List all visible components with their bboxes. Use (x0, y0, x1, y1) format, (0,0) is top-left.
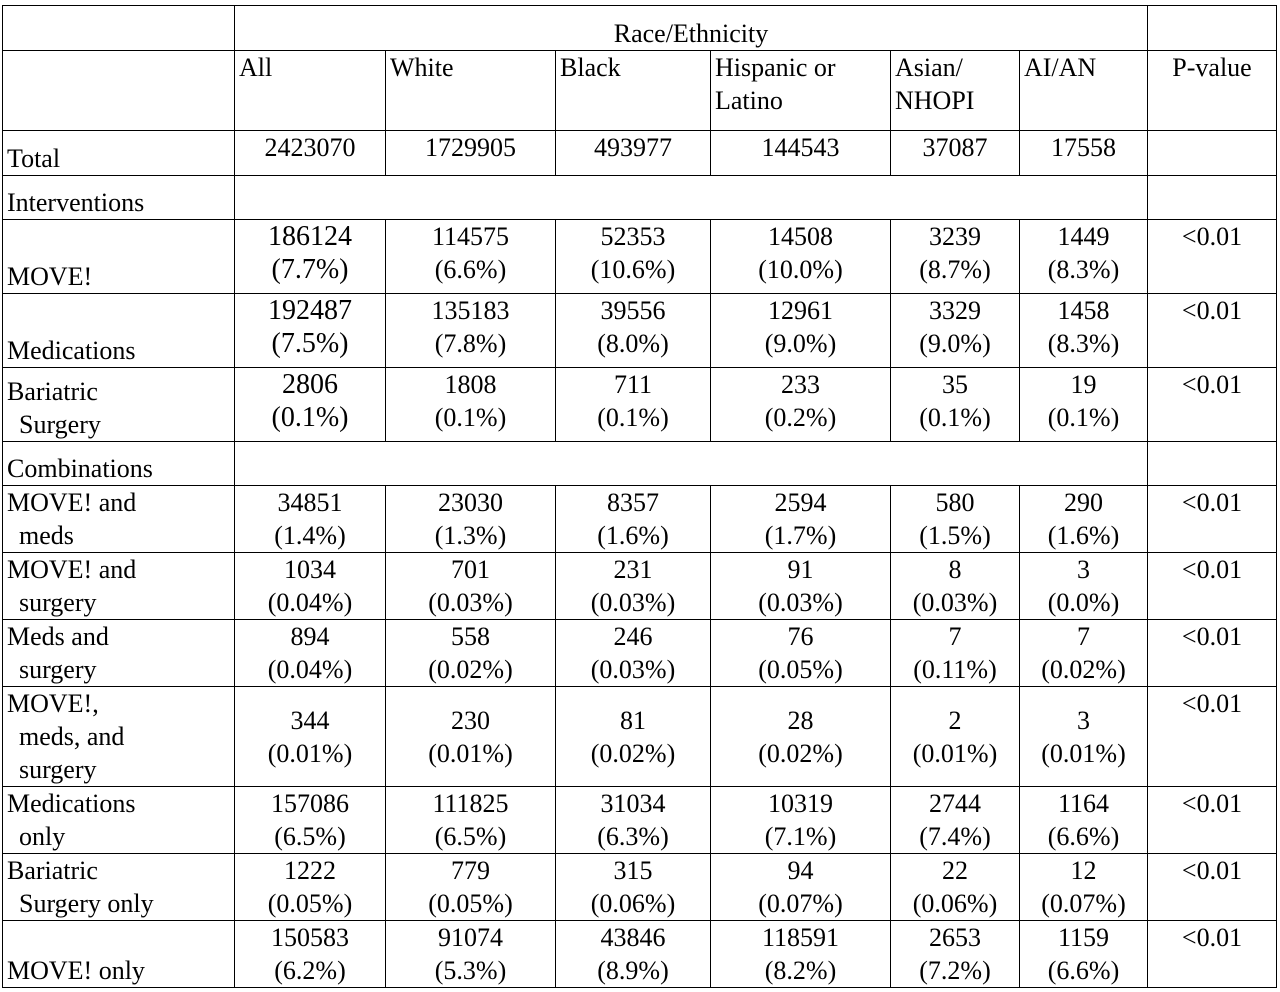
pvalue-spacer-cell (1148, 6, 1277, 51)
cell-percent: (0.05%) (267, 889, 353, 918)
cell-percent: (0.03%) (758, 588, 843, 617)
cell-percent: (6.5%) (274, 822, 346, 851)
race-ethnicity-header: Race/Ethnicity (235, 6, 1148, 51)
cell-count: 91 (787, 555, 814, 584)
cell-white (386, 368, 556, 442)
cell-count: 111825 (432, 789, 509, 818)
cell-count: 2594 (774, 488, 827, 517)
row-label (3, 553, 235, 620)
cell-percent: (1.7%) (764, 521, 837, 550)
total-all: 2423070 (235, 131, 386, 176)
cell-percent: (10.6%) (590, 255, 676, 284)
cell-pvalue: <0.01 (1148, 687, 1277, 787)
cell-percent: (0.1%) (919, 403, 991, 432)
cell-asian (891, 553, 1020, 620)
row-label-line: Bariatric (7, 377, 98, 406)
cell-count: 135183 (431, 296, 510, 325)
combinations-section-pvalue (1148, 442, 1277, 486)
row-label-line: MOVE! only (7, 956, 145, 985)
table-row (3, 368, 1277, 442)
cell-percent: (0.03%) (590, 655, 676, 684)
cell-count: 3329 (929, 296, 981, 325)
cell-black (556, 921, 711, 988)
header-group-row (3, 6, 1277, 51)
cell-all (235, 368, 386, 442)
cell-count: 114575 (431, 222, 510, 251)
column-header-aian: AI/AN (1020, 51, 1148, 131)
cell-percent: (0.01%) (1041, 738, 1126, 768)
column-header-hispanic: Hispanic or Latino (711, 51, 891, 131)
cell-black (556, 486, 711, 553)
row-label (3, 220, 235, 294)
total-aian: 17558 (1020, 131, 1148, 176)
cell-aian (1020, 620, 1148, 687)
table-row (3, 486, 1277, 553)
cell-all (235, 687, 386, 787)
race-ethnicity-table (2, 5, 1277, 988)
cell-percent: (0.11%) (913, 655, 997, 684)
cell-count: 39556 (600, 296, 666, 325)
cell-asian (891, 787, 1020, 854)
cell-hispanic (711, 220, 891, 294)
header-columns-row (3, 51, 1277, 131)
combinations-body (3, 486, 1277, 988)
cell-pvalue: <0.01 (1148, 368, 1277, 442)
cell-all (235, 486, 386, 553)
cell-percent: (0.01%) (267, 738, 353, 768)
cell-hispanic (711, 553, 891, 620)
cell-count: 28 (787, 705, 814, 735)
cell-percent: (6.5%) (434, 822, 507, 851)
total-hispanic: 144543 (711, 131, 891, 176)
cell-percent: (0.2%) (764, 403, 837, 432)
cell-hispanic (711, 687, 891, 787)
cell-count: 43846 (600, 923, 666, 952)
total-row (3, 131, 1277, 176)
cell-aian (1020, 921, 1148, 988)
cell-percent: (7.8%) (434, 329, 507, 358)
cell-percent: (0.05%) (428, 889, 513, 918)
cell-count: 1159 (1057, 923, 1110, 952)
cell-percent: (0.02%) (758, 738, 843, 768)
cell-pvalue: <0.01 (1148, 921, 1277, 988)
total-black: 493977 (556, 131, 711, 176)
cell-percent: (6.6%) (434, 255, 507, 284)
cell-asian (891, 294, 1020, 368)
cell-count: 91074 (438, 923, 503, 952)
cell-count: 315 (613, 856, 653, 885)
cell-percent: (8.0%) (597, 329, 669, 358)
cell-count: 34851 (277, 488, 343, 517)
cell-black (556, 368, 711, 442)
cell-percent: (1.5%) (919, 521, 991, 550)
cell-count: 233 (781, 370, 820, 399)
row-label-line: MOVE!, (7, 689, 99, 718)
cell-count: 344 (290, 705, 330, 735)
cell-all (235, 854, 386, 921)
cell-asian (891, 620, 1020, 687)
cell-asian (891, 486, 1020, 553)
cell-all (235, 620, 386, 687)
cell-percent: (0.1%) (597, 403, 669, 432)
combinations-section-row (3, 442, 1277, 486)
cell-count: 35 (942, 370, 968, 399)
cell-count: 23030 (438, 488, 503, 517)
cell-percent: (0.04%) (267, 588, 353, 617)
corner-cell (3, 6, 235, 51)
cell-white (386, 921, 556, 988)
total-pvalue (1148, 131, 1277, 176)
cell-asian (891, 921, 1020, 988)
cell-percent: (0.02%) (428, 655, 513, 684)
cell-percent: (0.03%) (590, 588, 676, 617)
cell-count: 8 (948, 555, 962, 584)
combinations-section-spacer (235, 442, 1148, 486)
cell-count: 94 (787, 856, 814, 885)
cell-percent: (9.0%) (919, 329, 991, 358)
column-header-asian: Asian/ NHOPI (891, 51, 1020, 131)
cell-all (235, 553, 386, 620)
cell-asian (891, 854, 1020, 921)
cell-count: 894 (290, 622, 330, 651)
cell-count: 2 (948, 705, 962, 735)
total-label: Total (3, 131, 235, 176)
cell-percent: (0.03%) (912, 588, 998, 617)
cell-white (386, 553, 556, 620)
cell-count: 150583 (271, 923, 349, 952)
cell-percent: (8.9%) (597, 956, 669, 985)
table-row (3, 553, 1277, 620)
cell-hispanic (711, 921, 891, 988)
cell-percent: (9.0%) (764, 329, 837, 358)
cell-count: 14508 (768, 222, 833, 251)
row-label (3, 486, 235, 553)
cell-all (235, 787, 386, 854)
cell-count: 31034 (600, 789, 666, 818)
cell-percent: (0.1%) (271, 402, 349, 433)
cell-percent: (1.3%) (434, 521, 507, 550)
header-label-cell (3, 51, 235, 131)
cell-count: 779 (451, 856, 490, 885)
cell-count: 76 (787, 622, 814, 651)
cell-hispanic (711, 368, 891, 442)
cell-count: 3 (1077, 705, 1090, 735)
cell-pvalue: <0.01 (1148, 553, 1277, 620)
cell-count: 701 (451, 555, 490, 584)
cell-percent: (7.4%) (919, 822, 991, 851)
cell-percent: (8.7%) (919, 255, 991, 284)
cell-aian (1020, 220, 1148, 294)
cell-percent: (1.6%) (1047, 521, 1120, 550)
row-label-line: surgery (19, 655, 97, 684)
cell-percent: (7.7%) (271, 254, 349, 285)
row-label (3, 687, 235, 787)
table-row (3, 294, 1277, 368)
cell-count: 8357 (607, 488, 659, 517)
cell-percent: (0.01%) (428, 738, 513, 768)
total-white: 1729905 (386, 131, 556, 176)
cell-count: 81 (620, 705, 646, 735)
cell-count: 10319 (768, 789, 833, 818)
cell-percent: (7.1%) (764, 822, 837, 851)
cell-white (386, 486, 556, 553)
cell-count: 1034 (284, 555, 336, 584)
cell-count: 2653 (929, 923, 981, 952)
row-label (3, 294, 235, 368)
cell-percent: (0.02%) (1041, 655, 1126, 684)
cell-pvalue: <0.01 (1148, 787, 1277, 854)
cell-aian (1020, 486, 1148, 553)
cell-percent: (5.3%) (434, 956, 507, 985)
row-label (3, 620, 235, 687)
cell-count: 246 (613, 622, 653, 651)
cell-percent: (0.03%) (428, 588, 513, 617)
cell-black (556, 687, 711, 787)
cell-percent: (8.2%) (764, 956, 837, 985)
cell-count: 1458 (1057, 296, 1110, 325)
cell-aian (1020, 553, 1148, 620)
cell-black (556, 220, 711, 294)
cell-count: 12 (1070, 856, 1097, 885)
cell-count: 290 (1064, 488, 1103, 517)
row-label-line: Meds and (7, 622, 109, 651)
row-label (3, 787, 235, 854)
cell-count: 52353 (600, 222, 666, 251)
row-label (3, 368, 235, 442)
cell-percent: (0.05%) (758, 655, 843, 684)
table-row (3, 854, 1277, 921)
cell-percent: (0.07%) (1041, 889, 1126, 918)
cell-percent: (0.07%) (758, 889, 843, 918)
cell-percent: (7.5%) (271, 328, 349, 359)
cell-percent: (0.02%) (590, 738, 676, 768)
cell-hispanic (711, 620, 891, 687)
cell-count: 558 (451, 622, 490, 651)
cell-white (386, 620, 556, 687)
cell-percent: (0.06%) (590, 889, 676, 918)
cell-pvalue: <0.01 (1148, 620, 1277, 687)
cell-count: 231 (613, 555, 653, 584)
cell-count: 3239 (929, 222, 981, 251)
row-label-line: Surgery only (19, 889, 154, 918)
cell-count: 2806 (282, 369, 338, 400)
cell-count: 2744 (929, 789, 981, 818)
cell-aian (1020, 687, 1148, 787)
cell-count: 711 (613, 370, 653, 399)
table-row (3, 220, 1277, 294)
cell-hispanic (711, 294, 891, 368)
row-label-line: surgery (19, 588, 97, 617)
cell-black (556, 787, 711, 854)
cell-all (235, 220, 386, 294)
cell-count: 580 (935, 488, 975, 517)
total-asian: 37087 (891, 131, 1020, 176)
cell-count: 22 (942, 856, 968, 885)
row-label-line: Medications (7, 789, 136, 818)
cell-white (386, 294, 556, 368)
cell-white (386, 854, 556, 921)
cell-percent: (0.0%) (1047, 588, 1120, 617)
cell-all (235, 294, 386, 368)
cell-percent: (6.3%) (597, 822, 669, 851)
row-label (3, 921, 235, 988)
cell-asian (891, 220, 1020, 294)
cell-count: 192487 (268, 295, 352, 326)
cell-white (386, 220, 556, 294)
row-label-line: MOVE! (7, 262, 93, 291)
cell-count: 3 (1077, 555, 1090, 584)
cell-hispanic (711, 787, 891, 854)
cell-count: 1164 (1057, 789, 1110, 818)
interventions-section-pvalue (1148, 176, 1277, 220)
row-label-line: Bariatric (7, 856, 98, 885)
cell-percent: (1.4%) (274, 521, 346, 550)
row-label (3, 854, 235, 921)
row-label-line: meds (19, 521, 74, 550)
cell-hispanic (711, 854, 891, 921)
cell-percent: (7.2%) (919, 956, 991, 985)
cell-count: 118591 (761, 923, 840, 952)
cell-white (386, 687, 556, 787)
cell-percent: (10.0%) (758, 255, 843, 284)
row-label-line: meds, and (19, 722, 125, 751)
row-label-line: MOVE! and (7, 555, 137, 584)
cell-count: 12961 (768, 296, 833, 325)
column-header-all: All (235, 51, 386, 131)
cell-black (556, 854, 711, 921)
cell-percent: (0.06%) (912, 889, 998, 918)
cell-asian (891, 368, 1020, 442)
table-row (3, 921, 1277, 988)
interventions-section-spacer (235, 176, 1148, 220)
row-label-line: MOVE! and (7, 488, 137, 517)
combinations-section-label: Combinations (3, 442, 235, 486)
cell-count: 19 (1070, 370, 1097, 399)
cell-percent: (6.6%) (1047, 956, 1120, 985)
table-row (3, 787, 1277, 854)
cell-aian (1020, 787, 1148, 854)
cell-hispanic (711, 486, 891, 553)
cell-black (556, 620, 711, 687)
cell-count: 1449 (1057, 222, 1110, 251)
row-label-line: surgery (19, 755, 97, 784)
cell-percent: (6.2%) (274, 956, 346, 985)
cell-aian (1020, 368, 1148, 442)
table-row (3, 687, 1277, 787)
cell-percent: (0.01%) (912, 738, 998, 768)
cell-black (556, 553, 711, 620)
row-label-line: Medications (7, 336, 136, 365)
cell-count: 186124 (268, 221, 352, 252)
cell-count: 7 (1077, 622, 1090, 651)
cell-percent: (8.3%) (1047, 329, 1120, 358)
cell-pvalue: <0.01 (1148, 854, 1277, 921)
cell-percent: (0.1%) (434, 403, 507, 432)
table-row (3, 620, 1277, 687)
interventions-section-label: Interventions (3, 176, 235, 220)
cell-black (556, 294, 711, 368)
interventions-section-row (3, 176, 1277, 220)
interventions-body (3, 220, 1277, 442)
cell-count: 1222 (284, 856, 336, 885)
cell-aian (1020, 294, 1148, 368)
cell-count: 1808 (444, 370, 497, 399)
cell-percent: (1.6%) (597, 521, 669, 550)
cell-all (235, 921, 386, 988)
cell-count: 7 (948, 622, 962, 651)
column-header-white: White (386, 51, 556, 131)
cell-percent: (0.1%) (1047, 403, 1120, 432)
cell-pvalue: <0.01 (1148, 220, 1277, 294)
column-header-black: Black (556, 51, 711, 131)
cell-asian (891, 687, 1020, 787)
cell-pvalue: <0.01 (1148, 486, 1277, 553)
cell-white (386, 787, 556, 854)
cell-aian (1020, 854, 1148, 921)
cell-percent: (6.6%) (1047, 822, 1120, 851)
column-header-pvalue: P-value (1148, 51, 1277, 131)
row-label-line: Surgery (19, 410, 101, 439)
cell-count: 157086 (271, 789, 349, 818)
cell-percent: (0.04%) (267, 655, 353, 684)
cell-pvalue: <0.01 (1148, 294, 1277, 368)
cell-percent: (8.3%) (1047, 255, 1120, 284)
cell-count: 230 (451, 705, 490, 735)
row-label-line: only (19, 822, 66, 851)
